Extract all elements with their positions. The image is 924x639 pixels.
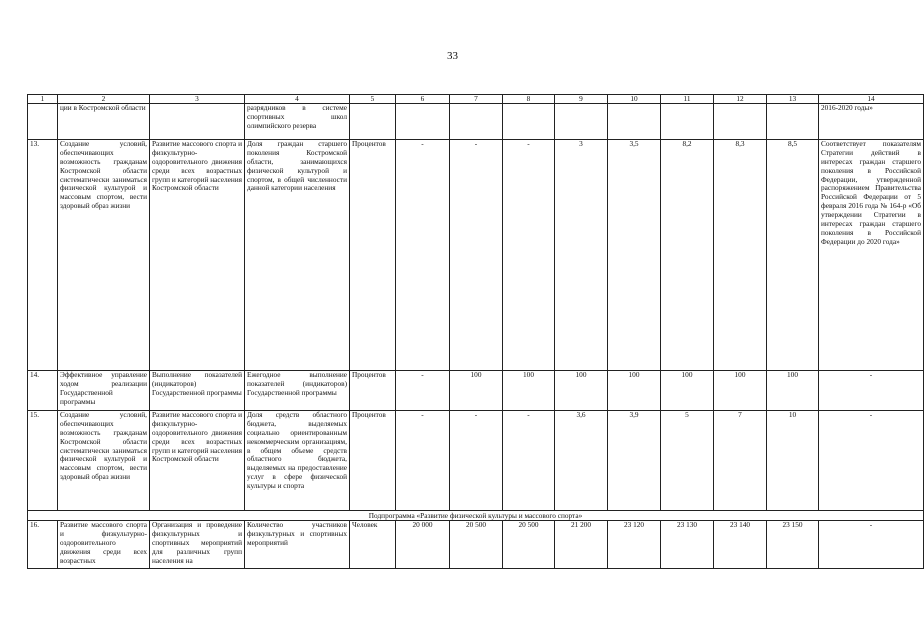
note-cell: 2016-2020 годы» [819, 104, 924, 140]
value-cell: 23 130 [661, 521, 714, 569]
unit-cell: Человек [350, 521, 396, 569]
value-cell: - [396, 371, 450, 411]
value-cell [503, 104, 555, 140]
column-header: 6 [396, 95, 450, 104]
value-cell: 100 [555, 371, 608, 411]
note-cell: - [819, 411, 924, 511]
value-cell: 23 150 [767, 521, 819, 569]
value-cell: - [396, 411, 450, 511]
unit-cell: Процентов [350, 371, 396, 411]
table-row-16 [28, 521, 924, 569]
value-cell: 100 [503, 371, 555, 411]
goal-cell: Развитие массового спорта и физкультурно-оздоровительного движения среди всех возрастных [58, 521, 150, 569]
value-cell: 100 [608, 371, 661, 411]
page-number: 33 [447, 50, 458, 62]
column-header: 1 [28, 95, 58, 104]
value-cell: 8,3 [714, 140, 767, 371]
value-cell: 7 [714, 411, 767, 511]
column-header: 7 [450, 95, 503, 104]
table-row-15 [28, 411, 924, 511]
value-cell: 3,6 [555, 411, 608, 511]
table-row-continuation [28, 104, 924, 140]
row-number-cell: 16. [28, 521, 58, 569]
goal-cell: ции в Костромской области [58, 104, 150, 140]
indicators-table [27, 94, 924, 569]
goal-cell: Создание условий, обеспечивающих возможность гражданам Костромской области систематически заниматься физической культурой и массовым спортом, вести здоровый образ жизни [58, 140, 150, 371]
note-cell: Соответствует показателям Стратегии действий в интересах граждан старшего поколения в Российской Федерации, утвержденной распоряжением Правительства Российской Федерации от 5 февраля 2016 года № 164-р «Об утверждении Стратегии в интересах граждан старшего поколения в Российской Федерации до 2020 года» [819, 140, 924, 371]
value-cell: 10 [767, 411, 819, 511]
value-cell [555, 104, 608, 140]
indicator-cell: Ежегодное выполнение показателей (индикаторов) Государственной программы [245, 371, 350, 411]
column-header: 10 [608, 95, 661, 104]
indicator-cell: Количество участников физкультурных и спортивных мероприятий [245, 521, 350, 569]
table-row-13 [28, 140, 924, 371]
value-cell: 3,5 [608, 140, 661, 371]
value-cell [661, 104, 714, 140]
row-number-cell: 15. [28, 411, 58, 511]
note-cell: - [819, 371, 924, 411]
subprogram-row [28, 511, 924, 521]
value-cell [608, 104, 661, 140]
task-cell: Организация и проведение физкультурных и спортивных мероприятий для различных групп населения на [150, 521, 245, 569]
task-cell [150, 104, 245, 140]
task-cell: Развитие массового спорта и физкультурно-оздоровительного движения среди всех возрастных групп и категорий населения Костромской области [150, 411, 245, 511]
value-cell [396, 104, 450, 140]
value-cell: 20 000 [396, 521, 450, 569]
value-cell: 20 500 [450, 521, 503, 569]
column-header: 9 [555, 95, 608, 104]
unit-cell: Процентов [350, 411, 396, 511]
indicator-cell: разрядников в системе спортивных школ олимпийского резерва [245, 104, 350, 140]
value-cell: 100 [767, 371, 819, 411]
column-header: 2 [58, 95, 150, 104]
note-cell: - [819, 521, 924, 569]
column-number-row [28, 95, 924, 104]
row-number-cell: 14. [28, 371, 58, 411]
value-cell: - [396, 140, 450, 371]
column-header: 3 [150, 95, 245, 104]
value-cell [767, 104, 819, 140]
value-cell: 23 140 [714, 521, 767, 569]
column-header: 4 [245, 95, 350, 104]
task-cell: Развитие массового спорта и физкультурно-оздоровительного движения среди всех возрастных групп и категорий населения Костромской области [150, 140, 245, 371]
table-row-14 [28, 371, 924, 411]
value-cell: 8,2 [661, 140, 714, 371]
value-cell: 8,5 [767, 140, 819, 371]
row-number-cell [28, 104, 58, 140]
column-header: 13 [767, 95, 819, 104]
value-cell: - [450, 411, 503, 511]
value-cell: 100 [714, 371, 767, 411]
value-cell: - [503, 140, 555, 371]
value-cell: - [450, 140, 503, 371]
column-header: 12 [714, 95, 767, 104]
value-cell: 23 120 [608, 521, 661, 569]
value-cell: 20 500 [503, 521, 555, 569]
task-cell: Выполнение показателей (индикаторов) Государственной программы [150, 371, 245, 411]
goal-cell: Создание условий, обеспечивающих возможность гражданам Костромской области систематически заниматься физической культурой и массовым спортом, вести здоровый образ жизни [58, 411, 150, 511]
value-cell: 3,9 [608, 411, 661, 511]
column-header: 14 [819, 95, 924, 104]
column-header: 5 [350, 95, 396, 104]
value-cell [714, 104, 767, 140]
indicator-cell: Доля граждан старшего поколения Костромской области, занимающихся физической культурой и спортом, в общей численности данной категории населения [245, 140, 350, 371]
unit-cell [350, 104, 396, 140]
value-cell: - [503, 411, 555, 511]
value-cell: 100 [450, 371, 503, 411]
value-cell: 21 200 [555, 521, 608, 569]
column-header: 8 [503, 95, 555, 104]
unit-cell: Процентов [350, 140, 396, 371]
row-number-cell: 13. [28, 140, 58, 371]
value-cell: 5 [661, 411, 714, 511]
subprogram-title: Подпрограмма «Развитие физической культуры и массового спорта» [28, 511, 924, 521]
goal-cell: Эффективное управление ходом реализации Государственной программы [58, 371, 150, 411]
value-cell [450, 104, 503, 140]
value-cell: 100 [661, 371, 714, 411]
column-header: 11 [661, 95, 714, 104]
value-cell: 3 [555, 140, 608, 371]
indicator-cell: Доля средств областного бюджета, выделяемых социально ориентированным некоммерческим организациям, в общем объеме средств областного бюджета, выделяемых на предоставление услуг в сфере физической культуры и спорта [245, 411, 350, 511]
